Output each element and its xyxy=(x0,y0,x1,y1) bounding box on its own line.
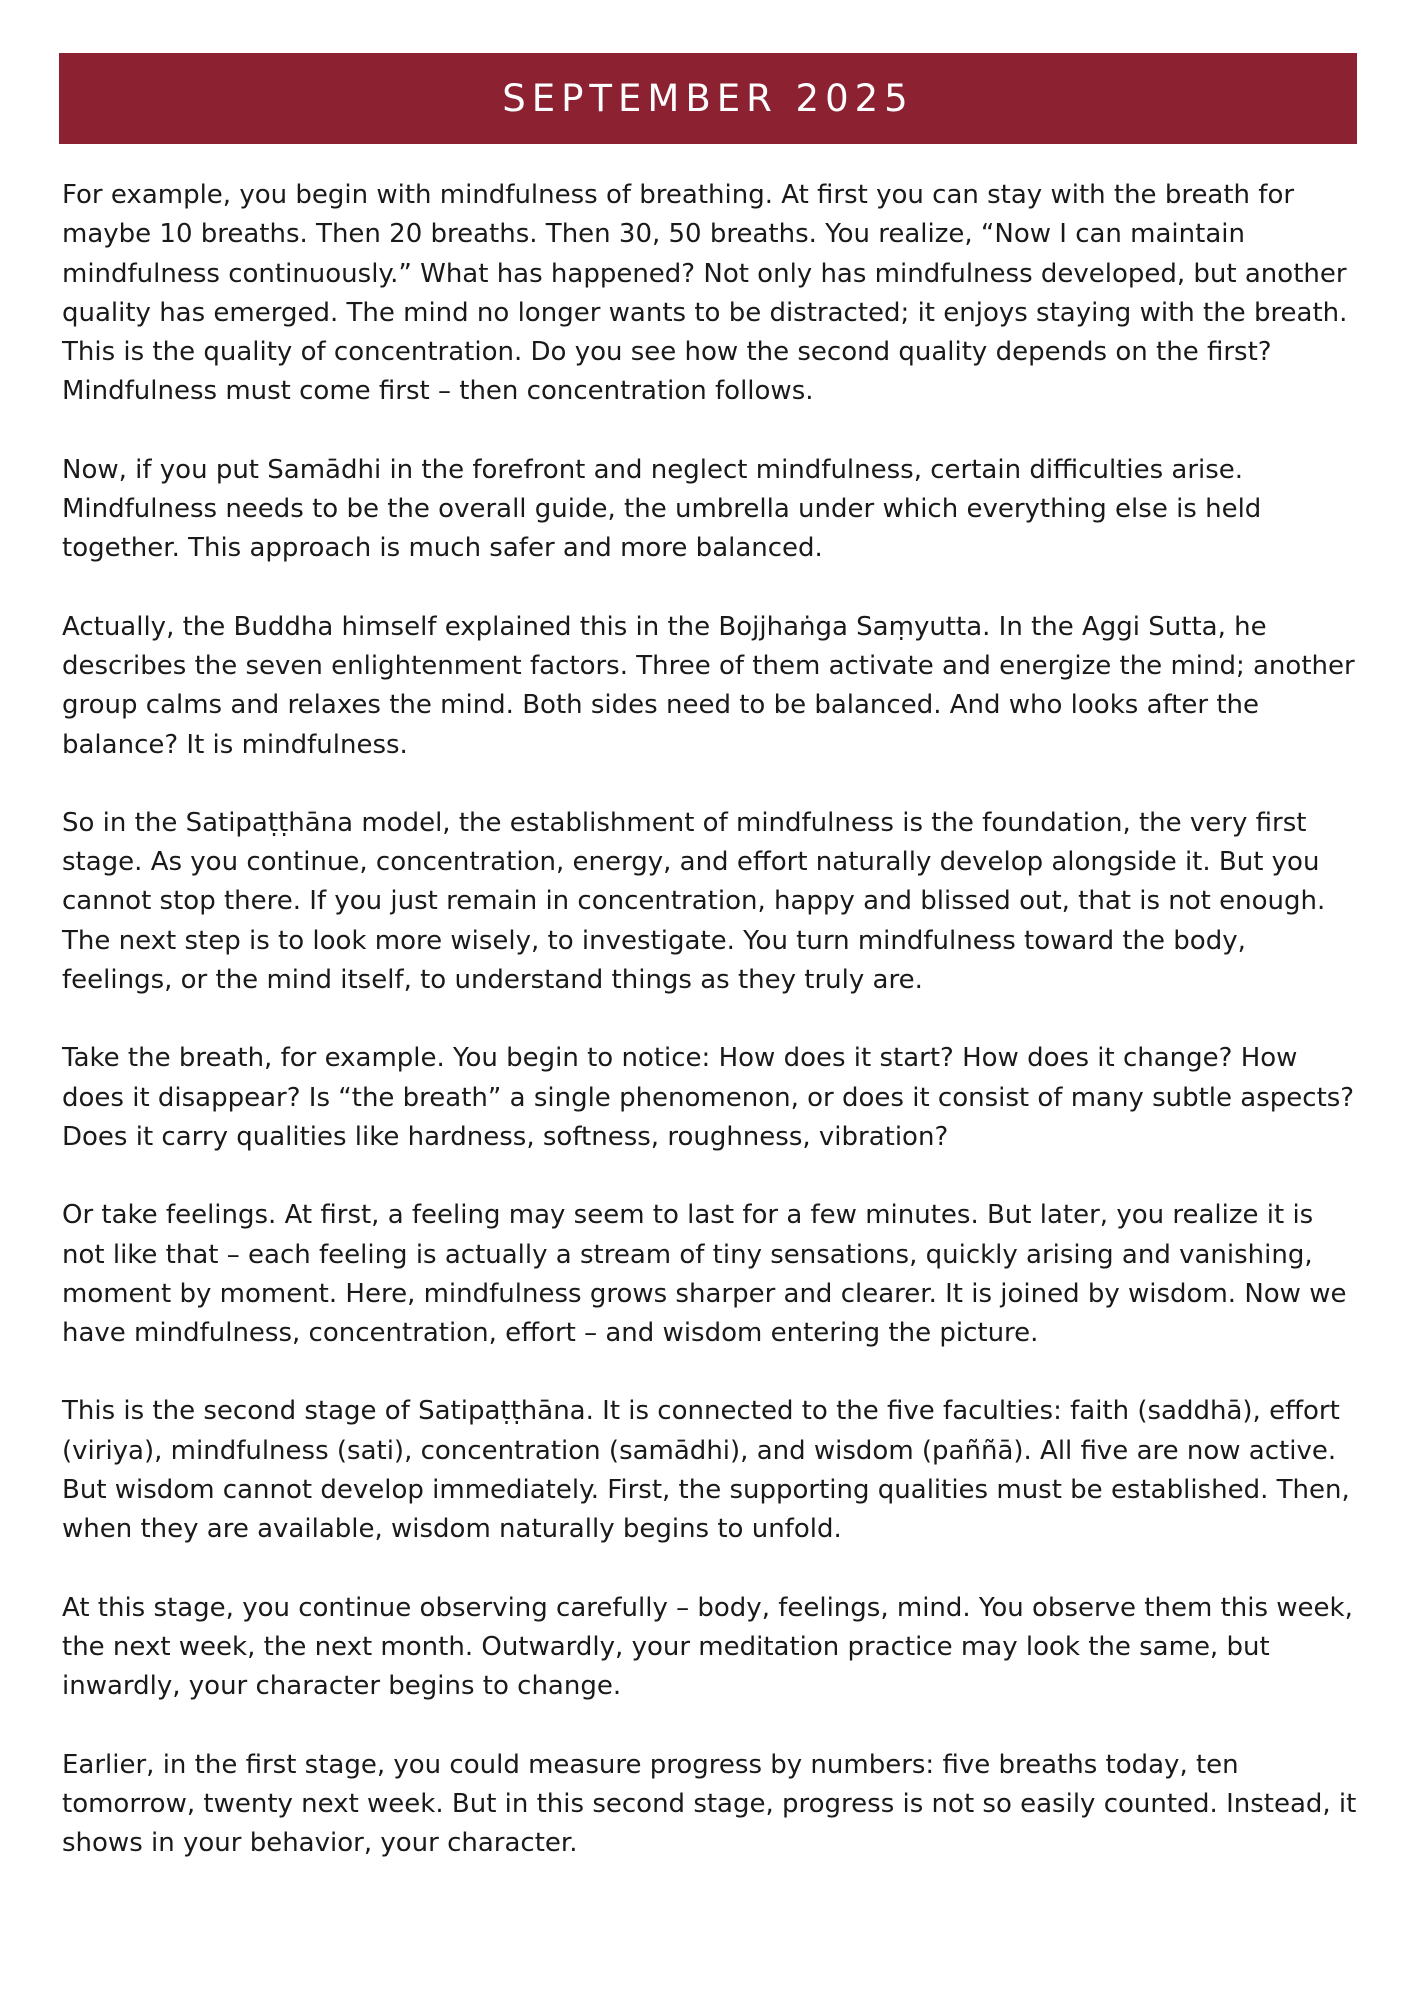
paragraph: This is the second stage of Satipaṭṭhāna. It is connected to the five faculties: faith (saddhā), effort (viriya), mindfulness (sati), concentration (samādhi), and wisdom (paññā). All five are now active. But wisdom cannot develop immediately. First, the supporting qualities must be established. Then, when they are available, wisdom naturally begins to unfold. xyxy=(62,1396,1350,1545)
paragraph: Or take feelings. At first, a feeling may seem to last for a few minutes. But later, you realize it is not like that – each feeling is actually a stream of tiny sensations, quickly arising and vanishing, moment by moment. Here, mindfulness grows sharper and clearer. It is joined by wisdom. Now we have mindfulness, concentration, effort – and wisdom entering the picture. xyxy=(62,1200,1347,1349)
paragraph: Earlier, in the first stage, you could measure progress by numbers: five breaths today, ten tomorrow, twenty next week. But in this second stage, progress is not so easily counted. Instead, it shows in your behavior, your character. xyxy=(62,1749,1357,1859)
header-banner xyxy=(59,53,1357,144)
paragraph: Now, if you put Samādhi in the forefront and neglect mindfulness, certain difficulties arise. Mindfulness needs to be the overall guide, the umbrella under which everything else is held together. This approach is much safer and more balanced. xyxy=(62,454,1262,564)
paragraph: So in the Satipaṭṭhāna model, the establishment of mindfulness is the foundation, the very first stage. As you continue, concentration, energy, and effort naturally develop alongside it. But you cannot stop there. If you just remain in concentration, happy and blissed out, that is not enough. The next step is to look more wisely, to investigate. You turn mindfulness toward the body, feelings, or the mind itself, to understand things as they truly are. xyxy=(62,807,1326,996)
page-title: SEPTEMBER 2025 xyxy=(502,77,914,120)
paragraph: Actually, the Buddha himself explained this in the Bojjhaṅga Saṃyutta. In the Aggi Sutta, he describes the seven enlightenment factors. Three of them activate and energize the mind; another group calms and relaxes the mind. Both sides need to be balanced. And who looks after the balance? It is mindfulness. xyxy=(62,611,1355,760)
paragraph: At this stage, you continue observing carefully – body, feelings, mind. You observe them this week, the next week, the next month. Outwardly, your meditation practice may look the same, but inwardly, your character begins to change. xyxy=(62,1592,1353,1702)
paragraph: For example, you begin with mindfulness of breathing. At first you can stay with the breath for maybe 10 breaths. Then 20 breaths. Then 30, 50 breaths. You realize, “Now I can maintain mindfulness continuously.” What has happened? Not only has mindfulness developed, but another quality has emerged. The mind no longer wants to be distracted; it enjoys staying with the breath. This is the quality of concentration. Do you see how the second quality depends on the first? Mindfulness must come first – then concentration follows. xyxy=(62,180,1348,407)
paragraph: Take the breath, for example. You begin to notice: How does it start? How does it change? How does it disappear? Is “the breath” a single phenomenon, or does it consist of many subtle aspects? Does it carry qualities like hardness, softness, roughness, vibration? xyxy=(62,1043,1355,1152)
article-body xyxy=(62,176,1362,1902)
